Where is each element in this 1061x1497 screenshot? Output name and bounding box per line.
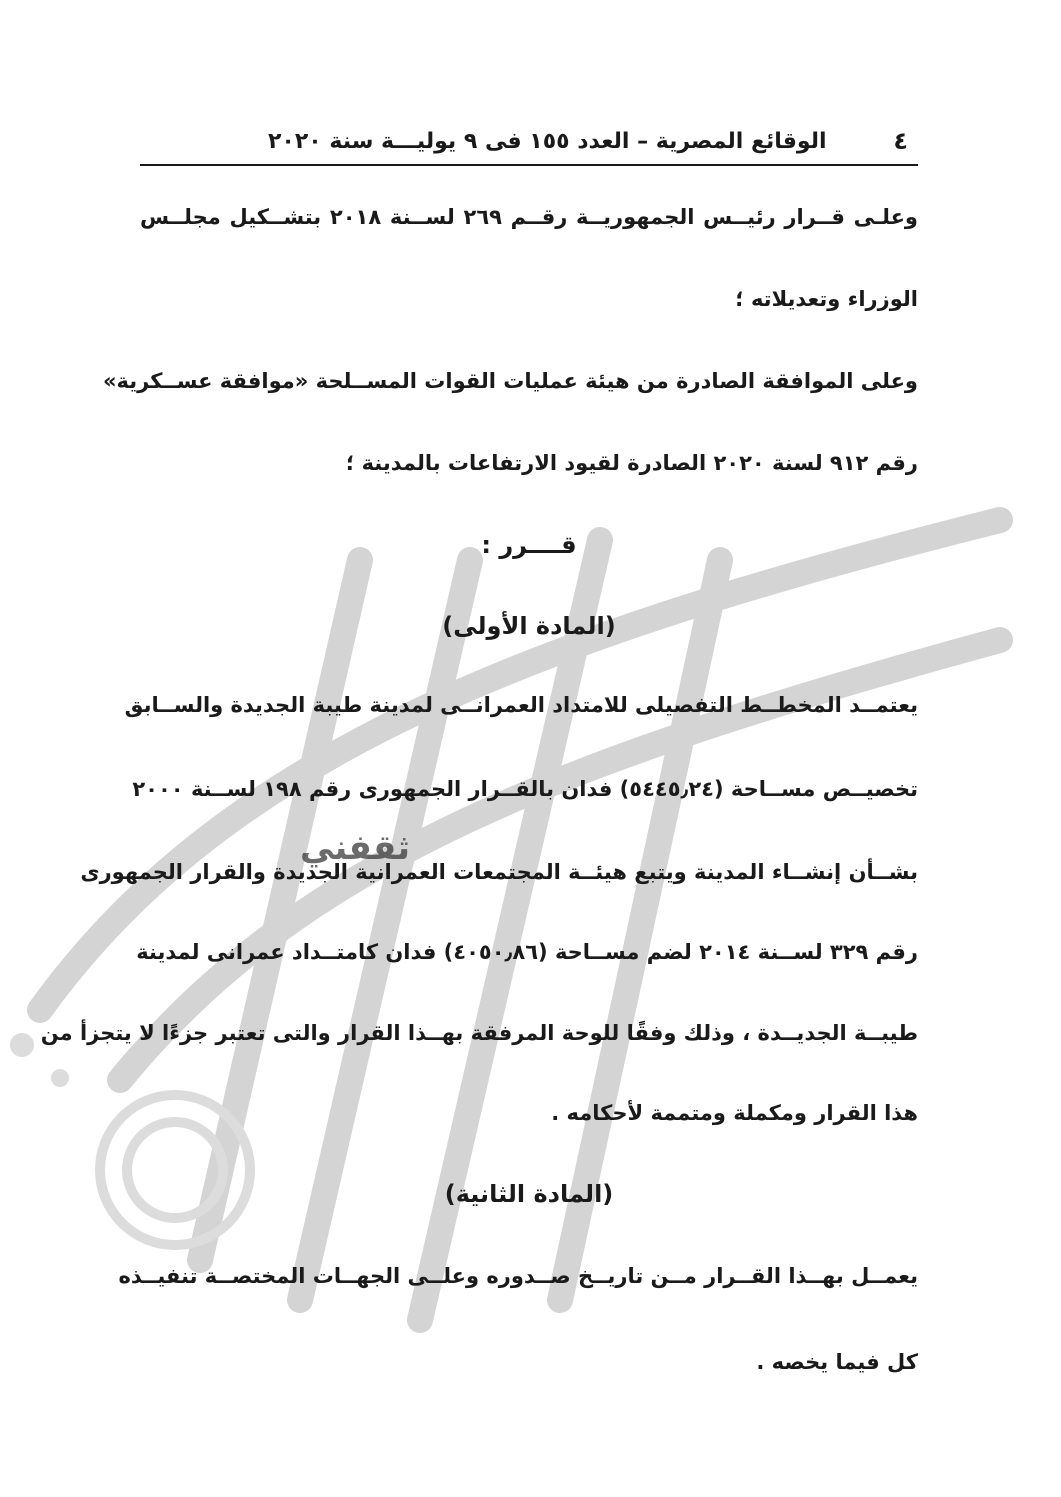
article-1-line-1: يعتمــد المخطــط التفصيلى للامتداد العمرانــى لمدينة طيبة الجديدة والســابق [124,693,918,717]
watermark-arc-outer [40,520,1000,1010]
preamble-line-3: وعلى الموافقة الصادرة من هيئة عمليات القوات المســلحة «موافقة عســكرية» [102,369,918,393]
preamble-line-1: وعلـى قــرار رئيــس الجمهوريــة رقــم ٢٦٩ لســنة ٢٠١٨ بتشــكيل مجلــس [140,205,918,229]
brand-logo-overlay: ثقفني [300,828,410,868]
article-1-line-5: طيبــة الجديــدة ، وذلك وفقًا للوحة المرفقة بهــذا القرار والتى تعتبر جزءًا لا يتجزأ من [40,1021,918,1045]
article-2-heading: (المادة الثانية) [444,1180,614,1208]
watermark-dot-2 [51,1069,69,1087]
article-1-line-3: بشــأن إنشــاء المدينة ويتبع هيئــة المجتمعات العمرانية الجديدة والقرار الجمهورى [80,860,918,884]
preamble-line-2: الوزراء وتعديلاته ؛ [735,287,918,311]
article-1-heading: (المادة الأولى) [442,612,616,640]
page-header [140,118,918,166]
page-number: ٤ [893,127,908,155]
article-1-line-2: تخصيــص مســاحة (٥٤٤٥٫٢٤) فدان بالقــرار الجمهورى رقم ١٩٨ لســنة ٢٠٠٠ [132,777,918,801]
article-2-line-2: كل فيما يخصه . [756,1350,918,1374]
gazette-title: الوقائع المصرية – العدد ١٥٥ فى ٩ يوليـــة سنة ٢٠٢٠ [268,128,827,154]
article-2-line-1: يعمــل بهــذا القــرار مــن تاريــخ صــدوره وعلــى الجهــات المختصــة تنفيــذه [118,1264,918,1288]
watermark-dot-1 [10,1033,34,1057]
watermark-stroke-1 [200,560,360,1260]
preamble-line-4: رقم ٩١٢ لسنة ٢٠٢٠ الصادرة لقيود الارتفاعات بالمدينة ؛ [345,451,918,475]
decided-heading: قــــرر : [481,531,577,559]
article-1-line-6: هذا القرار ومكملة ومتممة لأحكامه . [551,1101,918,1125]
article-1-line-4: رقم ٣٢٩ لســنة ٢٠١٤ لضم مســاحة (٤٠٥٠٫٨٦) فدان كامتــداد عمرانى لمدينة [136,940,918,964]
